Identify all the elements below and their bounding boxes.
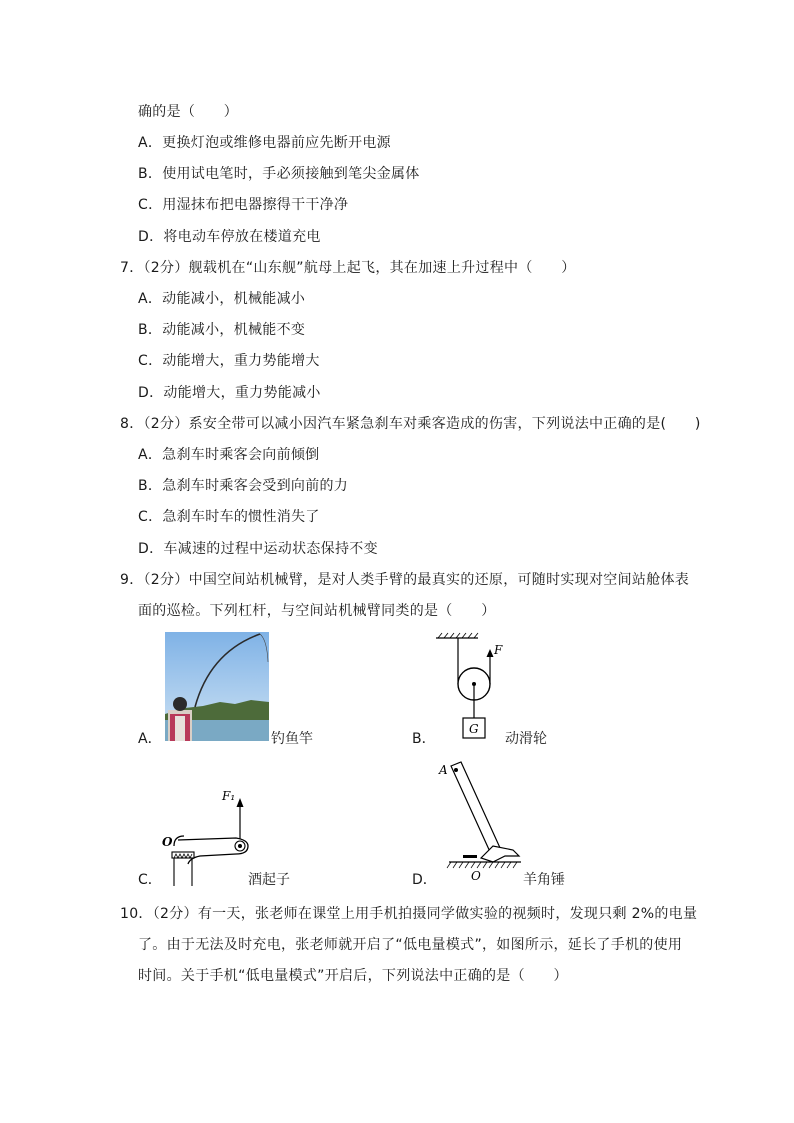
fishing-rod-photo (165, 632, 269, 741)
q6-stem-tail: 确的是（ ） (138, 104, 239, 120)
q9-stem-line2: 面的巡检。下列杠杆，与空间站机械臂同类的是（ ） (138, 603, 496, 619)
q8-option-d: D．车减速的过程中运动状态保持不变 (138, 541, 378, 557)
q7-stem: 7．（2分）舰载机在“山东舰”航母上起飞，其在加速上升过程中（ ） (120, 260, 576, 276)
claw-hammer-diagram (435, 758, 530, 886)
q7-option-b: B．动能减小，机械能不变 (138, 322, 306, 338)
q8-option-a: A．急刹车时乘客会向前倾倒 (138, 447, 320, 463)
q6-option-a: A．更换灯泡或维修电器前应先断开电源 (138, 135, 391, 151)
hammer-end-label: A (439, 763, 448, 777)
opener-force-label: F₁ (222, 789, 236, 803)
pulley-force-label: F (494, 643, 503, 657)
q6-option-c: C．用湿抹布把电器擦得干干净净 (138, 197, 349, 213)
hammer-pivot-label: O (471, 869, 481, 883)
q9-option-c-letter: C． (138, 872, 162, 888)
q9-option-d-name: 羊角锤 (523, 872, 565, 888)
q7-option-a: A．动能减小，机械能减小 (138, 291, 306, 307)
q8-option-c: C．急刹车时车的惯性消失了 (138, 509, 320, 525)
q10-stem-line1: 10．（2分）有一天，张老师在课堂上用手机拍摄同学做实验的视频时，发现只剩 2%的电量 (120, 906, 698, 922)
q9-option-c-name: 酒起子 (248, 872, 290, 888)
q9-option-a-name: 钓鱼竿 (271, 731, 313, 747)
q9-option-b-name: 动滑轮 (505, 731, 547, 747)
q6-option-b: B．使用试电笔时，手必须接触到笔尖金属体 (138, 166, 420, 182)
q9-stem-line1: 9．（2分）中国空间站机械臂，是对人类手臂的最真实的还原，可随时实现对空间站舱体表 (120, 572, 690, 588)
pulley-weight-label: G (469, 722, 479, 736)
q10-stem-line3: 时间。关于手机“低电量模式”开启后，下列说法中正确的是（ ） (138, 968, 568, 984)
q9-option-a-letter: A． (138, 731, 162, 747)
movable-pulley-diagram (432, 632, 512, 744)
opener-pivot-label: O (162, 835, 173, 849)
q7-option-c: C．动能增大，重力势能增大 (138, 353, 320, 369)
q10-stem-line2: 了。由于无法及时充电，张老师就开启了“低电量模式”，如图所示，延长了手机的使用 (138, 937, 683, 953)
q8-stem: 8．（2分）系安全带可以减小因汽车紧急刹车对乘客造成的伤害，下列说法中正确的是( ) (120, 416, 701, 432)
q8-option-b: B．急刹车时乘客会受到向前的力 (138, 478, 349, 494)
q9-option-d-letter: D． (412, 872, 437, 888)
bottle-opener-diagram (160, 784, 260, 888)
q7-option-d: D．动能增大，重力势能减小 (138, 385, 321, 401)
q6-option-d: D．将电动车停放在楼道充电 (138, 229, 321, 245)
q9-option-b-letter: B． (412, 731, 436, 747)
